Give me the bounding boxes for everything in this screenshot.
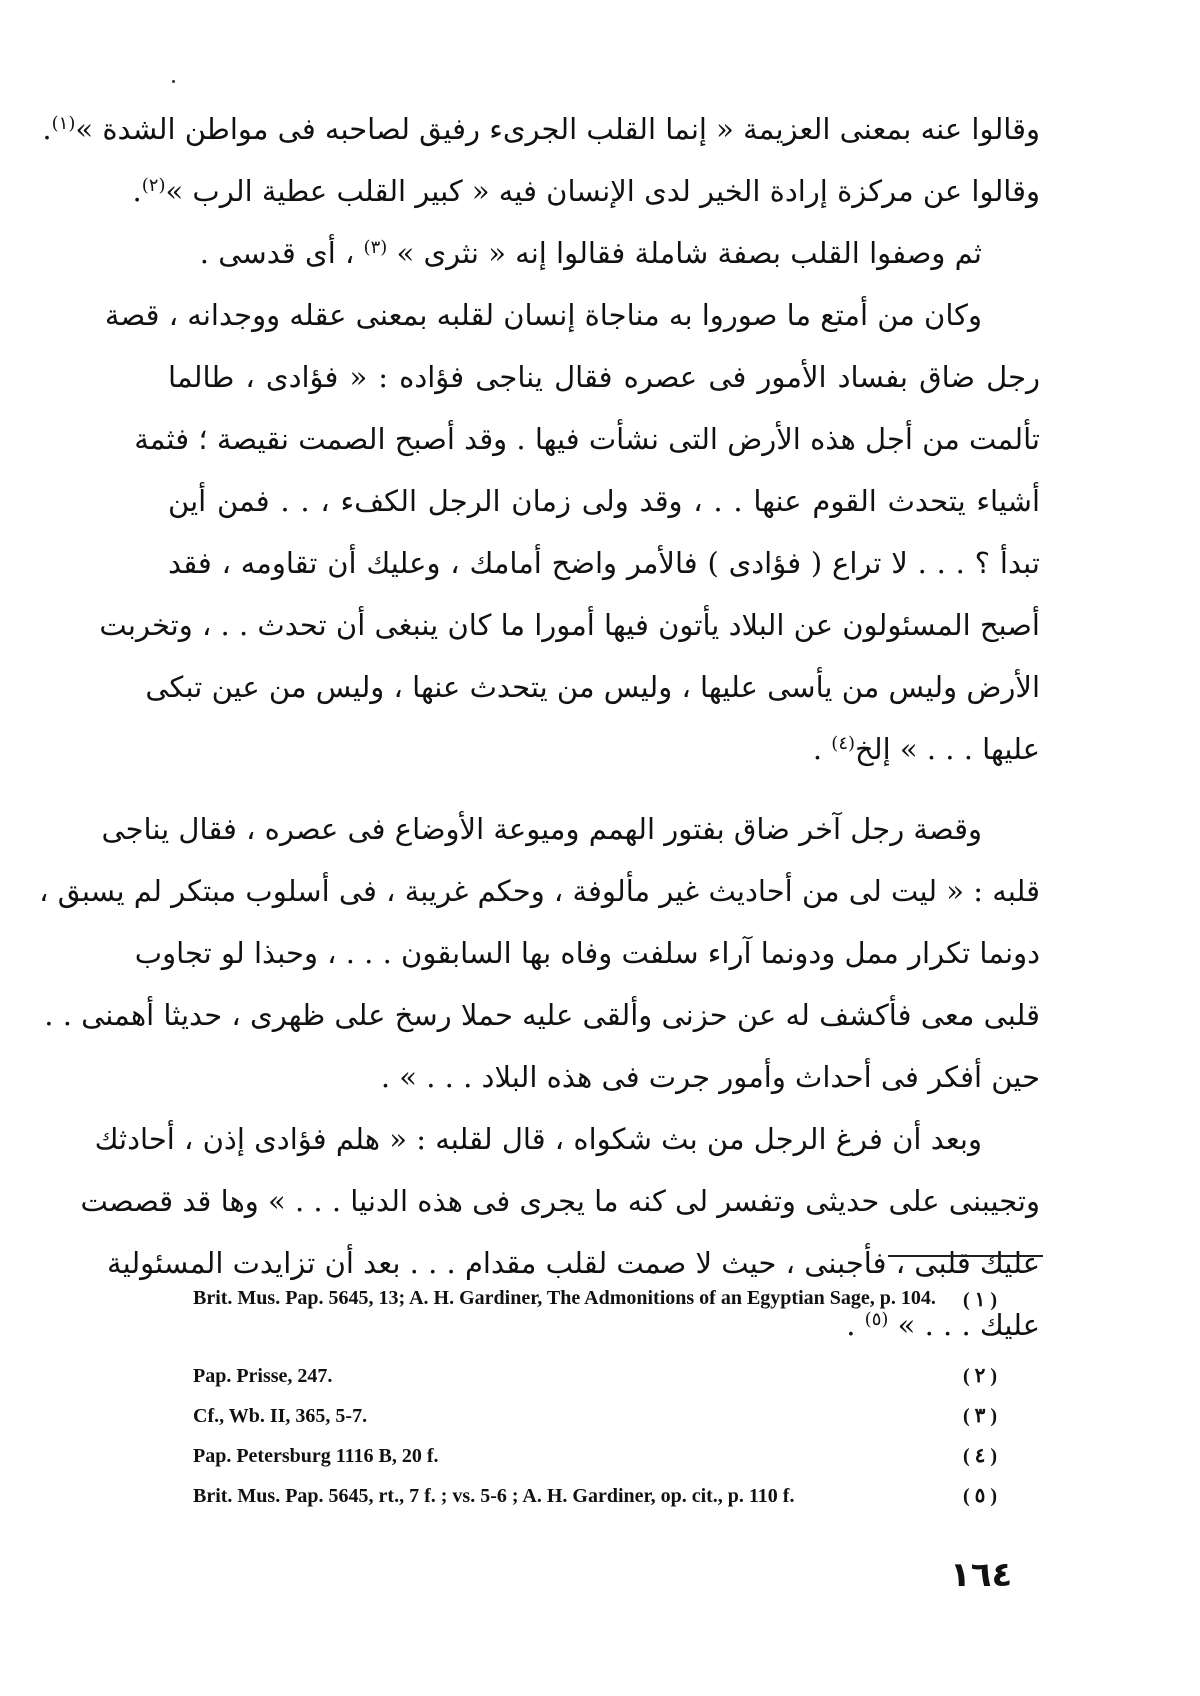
line-text: عليها . . . » إلخ [855, 732, 1040, 766]
text-line: أصبح المسئولون عن البلاد يأتون فيها أمورا ما كان ينبغى أن تحدث . . ، وتخربت [99, 608, 1040, 642]
footnote-item [175, 1356, 1010, 1396]
footnote-item [175, 1396, 1010, 1436]
text-line: عليك قلبى ، فأجبنى ، حيث لا صمت لقلب مقدام . . . بعد أن تزايدت المسئولية [107, 1246, 1040, 1280]
footnote-text: Pap. Prisse, 247. [193, 1365, 333, 1387]
footnote-item [175, 1436, 1010, 1476]
text-line: أشياء يتحدث القوم عنها . . ، وقد ولى زمان الرجل الكفء ، . . فمن أين [168, 484, 1040, 518]
line-period: . [42, 112, 52, 146]
page-number: ١٦٤ [950, 1555, 1013, 1595]
line-text: عليك . . . » [897, 1308, 1040, 1342]
line-text: وقالوا عن مركزة إرادة الخير لدى الإنسان فيه « كبير القلب عطية الرب » [165, 174, 1040, 208]
footnote-number: ( ٥ ) [962, 1485, 998, 1507]
ink-speck [172, 80, 175, 83]
footnote-number: ( ٢ ) [962, 1365, 998, 1387]
footnote-item [175, 1280, 1010, 1356]
text-line: وكان من أمتع ما صوروا به مناجاة إنسان لقلبه بمعنى عقله ووجدانه ، قصة [104, 298, 982, 332]
text-line [42, 98, 1040, 160]
footnote-item [175, 1476, 1010, 1516]
text-line: تبدأ ؟ . . . لا تراع ( فؤادى ) فالأمر واضح أمامك ، وعليك أن تقاومه ، فقد [168, 546, 1040, 580]
paragraph-gap [168, 780, 1040, 798]
footnote-marker[interactable]: (٢) [141, 175, 166, 196]
footnote-number: ( ٤ ) [962, 1445, 998, 1467]
line-period: . [812, 732, 823, 766]
text-line: قلبه : « ليت لى من أحاديث غير مألوفة ، وحكم غريبة ، فى أسلوب مبتكر لم يسبق ، [39, 874, 1040, 908]
text-line: تألمت من أجل هذه الأرض التى نشأت فيها . وقد أصبح الصمت نقيصة ؛ فثمة [134, 422, 1040, 456]
text-line: قلبى معى فأكشف له عن حزنى وألقى عليه حملا رسخ على ظهرى ، حديثا أهمنى . . [44, 998, 1040, 1032]
text-line: حين أفكر فى أحداث وأمور جرت فى هذه البلاد . . . » . [380, 1060, 1040, 1094]
footnote-separator [888, 1255, 1043, 1257]
line-period: . [846, 1308, 856, 1342]
footnote-text: Brit. Mus. Pap. 5645, rt., 7 f. ; vs. 5-6 ; A. H. Gardiner, op. cit., p. 110 f. [193, 1485, 795, 1507]
footnotes [175, 1280, 1010, 1516]
footnote-marker[interactable]: (١) [51, 113, 76, 134]
footnote-text: Cf., Wb. II, 365, 5-7. [193, 1405, 368, 1427]
footnote-marker[interactable]: (٥) [864, 1309, 889, 1330]
text-line: وتجيبنى على حديثى وتفسر لى كنه ما يجرى فى هذه الدنيا . . . » وها قد قصصت [80, 1184, 1040, 1218]
footnote-marker[interactable]: (٤) [831, 733, 856, 754]
text-line: الأرض وليس من يأسى عليها ، وليس من يتحدث عنها ، وليس من عين تبكى [145, 670, 1040, 704]
footnote-number: ( ١ ) [962, 1289, 998, 1311]
line-text: وقالوا عنه بمعنى العزيمة « إنما القلب الجرىء رفيق لصاحبه فى مواطن الشدة » [75, 112, 1040, 146]
text-line [168, 222, 1040, 284]
footnote-text: Pap. Petersburg 1116 B, 20 f. [193, 1445, 439, 1467]
line-text: ثم وصفوا القلب بصفة شاملة فقالوا إنه « نثرى » [396, 236, 982, 270]
text-line [168, 718, 1040, 780]
footnote-text: Brit. Mus. Pap. 5645, 13; A. H. Gardiner, The Admonitions of an Egyptian Sage, p. 104. [193, 1287, 936, 1309]
line-period: . [132, 174, 142, 208]
footnote-marker[interactable]: (٣) [363, 237, 388, 258]
footnote-number: ( ٣ ) [962, 1405, 998, 1427]
text-line: وبعد أن فرغ الرجل من بث شكواه ، قال لقلبه : « هلم فؤادى إذن ، أحادثك [94, 1122, 982, 1156]
text-line [132, 160, 1040, 222]
main-text [39, 98, 1040, 1356]
line-text: ، أى قدسى . [199, 236, 355, 270]
text-line: وقصة رجل آخر ضاق بفتور الهمم وميوعة الأوضاع فى عصره ، فقال يناجى [101, 812, 982, 846]
text-line: رجل ضاق بفساد الأمور فى عصره فقال يناجى فؤاده : « فؤادى ، طالما [168, 360, 1040, 394]
text-line: دونما تكرار ممل ودونما آراء سلفت وفاه بها السابقون . . . ، وحبذا لو تجاوب [134, 936, 1040, 970]
